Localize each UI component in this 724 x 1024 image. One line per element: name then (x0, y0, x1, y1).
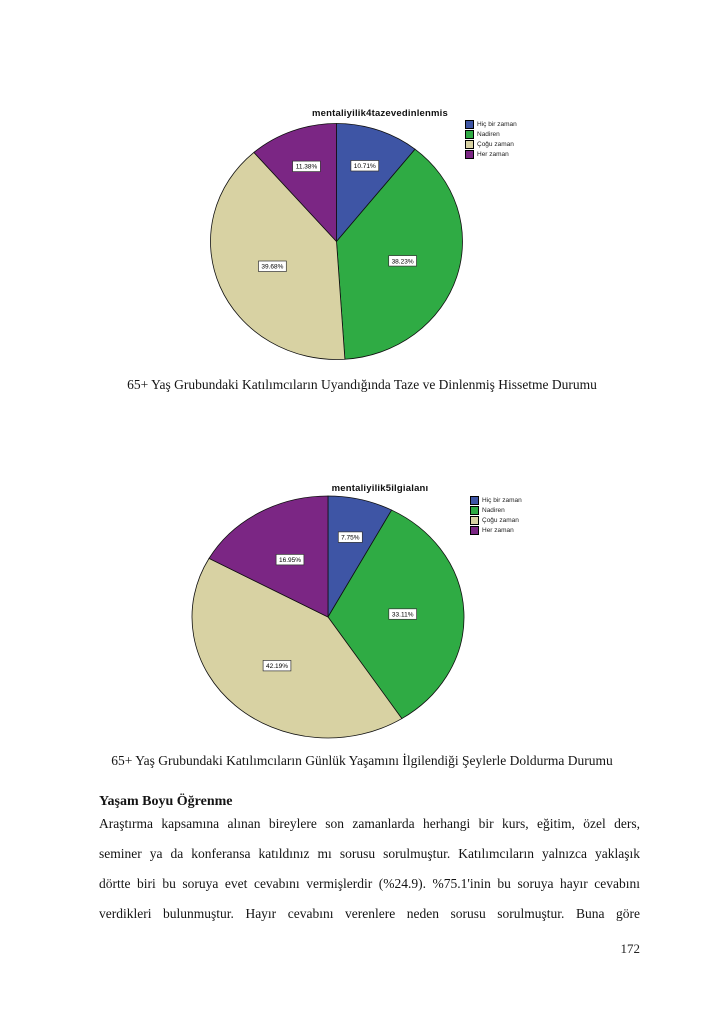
legend-label: Her zaman (477, 150, 509, 158)
svg-text:11.38%: 11.38% (295, 163, 318, 171)
svg-text:33.11%: 33.11% (391, 611, 414, 619)
legend-swatch-icon (470, 496, 479, 505)
legend-swatch-icon (465, 130, 474, 139)
chart-title-2: mentaliyilik5ilgialanı (331, 483, 429, 494)
legend-swatch-icon (470, 506, 479, 515)
chart-title-1: mentaliyilik4tazevedinlenmis (311, 108, 449, 119)
legend-label: Her zaman (482, 526, 514, 534)
pie-value-label (351, 161, 379, 172)
page-number: 172 (620, 941, 640, 956)
paragraph-line: seminer ya da konferansa katıldınız mı sorusu sorulmuştur. Katılımcıların yalnızca yaklaşık (99, 846, 640, 861)
pie-chart-2 (170, 478, 590, 763)
pie-value-label (389, 256, 417, 267)
legend-label: Nadiren (482, 506, 505, 514)
legend-item (470, 515, 522, 525)
legend-swatch-icon (470, 526, 479, 535)
legend-item (470, 495, 522, 505)
svg-text:39.68%: 39.68% (261, 263, 284, 271)
chart-legend-2 (470, 495, 522, 535)
svg-text:10.71%: 10.71% (353, 163, 376, 171)
paragraph-line: verdikleri bulunmuştur. Hayır cevabını verenlere neden sorusu sorulmuştur. Buna göre (99, 906, 640, 921)
paragraph-line: Araştırma kapsamına alınan bireylere son zamanlarda herhangi bir kurs, eğitim, özel ders, (99, 816, 640, 831)
svg-text:7.75%: 7.75% (341, 534, 360, 542)
section-heading: Yaşam Boyu Öğrenme (99, 794, 233, 809)
legend-item (470, 505, 522, 515)
legend-label: Nadiren (477, 130, 500, 138)
legend-swatch-icon (465, 120, 474, 129)
legend-item (465, 119, 517, 129)
pie-value-label (293, 161, 321, 172)
figure-caption-2: 65+ Yaş Grubundaki Katılımcıların Günlük Yaşamını İlgilendiği Şeylerle Doldurma Durumu (111, 753, 613, 768)
legend-item (465, 149, 517, 159)
legend-item (465, 129, 517, 139)
legend-label: Hiç bir zaman (477, 120, 517, 128)
figure-caption-1: 65+ Yaş Grubundaki Katılımcıların Uyandığında Taze ve Dinlenmiş Hissetme Durumu (127, 377, 597, 392)
legend-label: Hiç bir zaman (482, 496, 522, 504)
legend-swatch-icon (470, 516, 479, 525)
pie-value-label (338, 532, 362, 543)
pie-figure-2 (170, 478, 590, 763)
pie-value-label (276, 554, 304, 565)
svg-text:38.23%: 38.23% (391, 258, 414, 266)
legend-label: Çoğu zaman (482, 516, 519, 524)
pie-value-label (389, 609, 417, 620)
pie-value-label (263, 660, 291, 671)
pie-figure-1 (170, 103, 570, 375)
legend-swatch-icon (465, 140, 474, 149)
body-paragraph (99, 816, 640, 936)
legend-swatch-icon (465, 150, 474, 159)
chart-legend-1 (465, 119, 517, 159)
paragraph-line: dörtte biri bu soruya evet cevabını vermişlerdir (%24.9). %75.1'inin bu soruya hayır cevabını (99, 876, 640, 891)
pie-value-label (259, 261, 287, 272)
svg-text:42.19%: 42.19% (265, 663, 289, 670)
svg-text:16.95%: 16.95% (278, 557, 302, 565)
legend-item (470, 525, 522, 535)
legend-item (465, 139, 517, 149)
legend-label: Çoğu zaman (477, 140, 514, 148)
